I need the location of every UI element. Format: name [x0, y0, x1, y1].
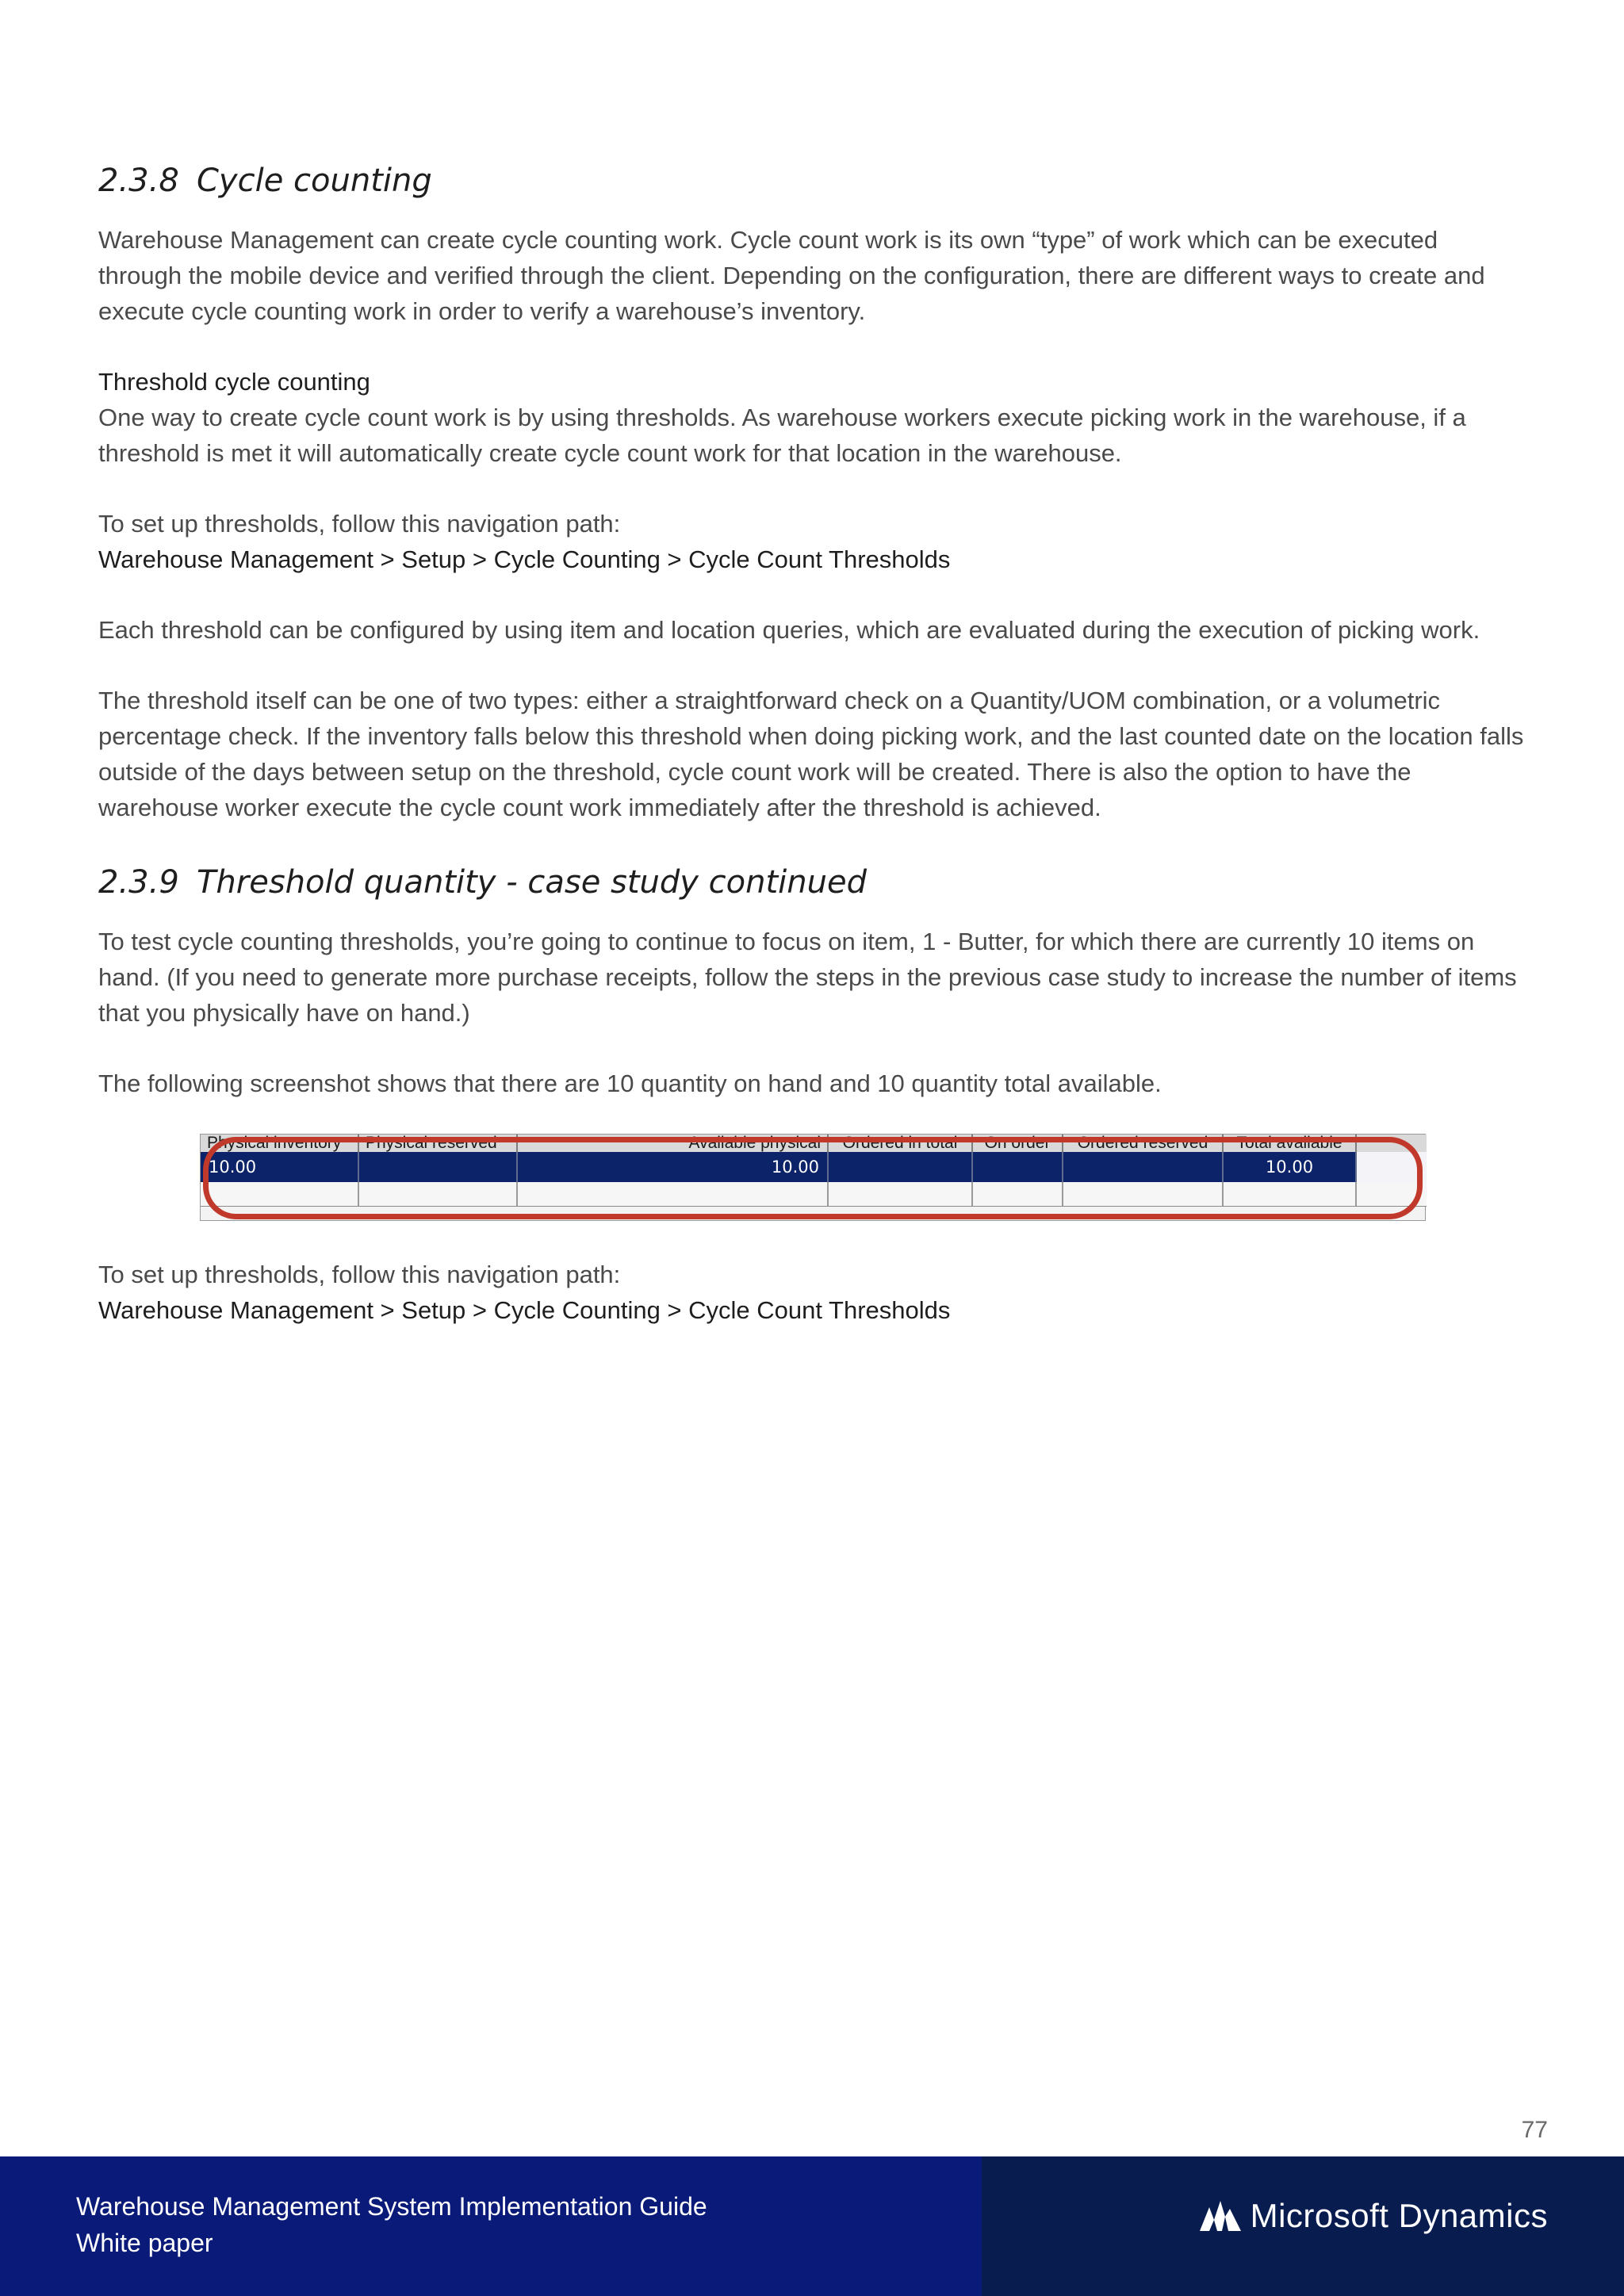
grid-empty-row	[201, 1182, 1427, 1207]
grid-cell	[1224, 1182, 1357, 1206]
section-title: Cycle counting	[197, 163, 432, 199]
section-number: 2.3.9	[98, 864, 179, 901]
grid-cell	[1063, 1182, 1224, 1206]
grid-cell: 10.00	[201, 1152, 359, 1182]
grid-cell	[973, 1152, 1063, 1182]
grid-cell	[1063, 1152, 1224, 1182]
cycle-counting-intro: Warehouse Management can create cycle counting work. Cycle count work is its own “type” of work which can be executed through the mobile device and verified through the client. Depending on the configuration, there are different ways to create and execute cycle counting work in order to verify a warehouse’s inventory.	[98, 226, 1485, 325]
document-title: Warehouse Management System Implementation Guide	[76, 2192, 707, 2221]
column-header: Ordered reserved	[1063, 1135, 1224, 1152]
nav-intro-text: To set up thresholds, follow this navigation path:	[98, 1261, 621, 1288]
grid-header-row	[201, 1135, 1427, 1153]
column-header: On order	[973, 1135, 1063, 1152]
footer-left-panel	[0, 2156, 982, 2296]
grid-cell-filler	[1357, 1152, 1427, 1182]
threshold-subheading: Threshold cycle counting	[98, 368, 370, 396]
logo-text: Microsoft Dynamics	[1250, 2197, 1548, 2234]
grid-cell: 10.00	[1224, 1152, 1357, 1182]
dynamics-logo-icon	[1198, 2196, 1243, 2236]
section-number: 2.3.8	[98, 163, 179, 199]
document-subtitle: White paper	[76, 2229, 213, 2257]
on-hand-grid	[200, 1134, 1426, 1221]
grid-cell	[829, 1152, 973, 1182]
column-header: Total available	[1224, 1135, 1357, 1152]
nav-intro-text: To set up thresholds, follow this navigation path:	[98, 510, 621, 538]
footer-banner	[0, 2156, 1624, 2296]
nav-path-text: Warehouse Management > Setup > Cycle Counting > Cycle Count Thresholds	[98, 545, 951, 573]
threshold-paragraph: One way to create cycle count work is by using thresholds. As warehouse workers execute picking work in the warehouse, if a threshold is met it will automatically create cycle count work for that location in the warehouse.	[98, 404, 1466, 467]
column-header: Ordered in total	[829, 1135, 973, 1152]
footer-right-panel	[982, 2156, 1624, 2296]
section-heading-2-3-8	[98, 155, 1526, 206]
threshold-types-paragraph: The threshold itself can be one of two types: either a straightforward check on a Quantity/UOM combination, or a volumetric percentage check. If the inventory falls below this threshold when doing picking work, and the last counted date on the location falls outside of the days between setup on the threshold, cycle count work will be created. There is also the option to have the warehouse worker execute the cycle count work immediately after the threshold is achieved.	[98, 687, 1524, 821]
screenshot-caption: The following screenshot shows that there are 10 quantity on hand and 10 quantity total available.	[98, 1070, 1162, 1097]
queries-paragraph: Each threshold can be configured by using item and location queries, which are evaluated during the execution of picking work.	[98, 616, 1480, 644]
grid-selected-row	[201, 1152, 1427, 1182]
microsoft-dynamics-logo	[1198, 2196, 1548, 2236]
section-title: Threshold quantity - case study continued	[197, 864, 867, 901]
page-content	[98, 155, 1526, 1101]
grid-cell	[359, 1182, 518, 1206]
column-header-filler	[1357, 1135, 1427, 1152]
page-number: 77	[1521, 2117, 1548, 2143]
grid-cell: 10.00	[518, 1152, 829, 1182]
grid-cell	[1357, 1182, 1427, 1206]
grid-cell	[201, 1182, 359, 1206]
column-header: Physical reserved	[359, 1135, 518, 1152]
grid-cell	[973, 1182, 1063, 1206]
on-hand-grid-screenshot	[200, 1134, 1426, 1221]
grid-cell	[359, 1152, 518, 1182]
grid-cell	[518, 1182, 829, 1206]
nav-path-text: Warehouse Management > Setup > Cycle Counting > Cycle Count Thresholds	[98, 1296, 951, 1324]
case-study-intro: To test cycle counting thresholds, you’re going to continue to focus on item, 1 - Butter, for which there are currently 10 items on hand. (If you need to generate more purchase receipts, follow the steps in the previous case study to increase the number of items that you physically have on hand.)	[98, 928, 1517, 1027]
section-heading-2-3-9	[98, 857, 1526, 908]
column-header: Physical inventory	[201, 1135, 359, 1152]
grid-cell	[829, 1182, 973, 1206]
column-header: Available physical	[518, 1135, 829, 1152]
nav-path-block-2	[98, 1257, 1526, 1328]
